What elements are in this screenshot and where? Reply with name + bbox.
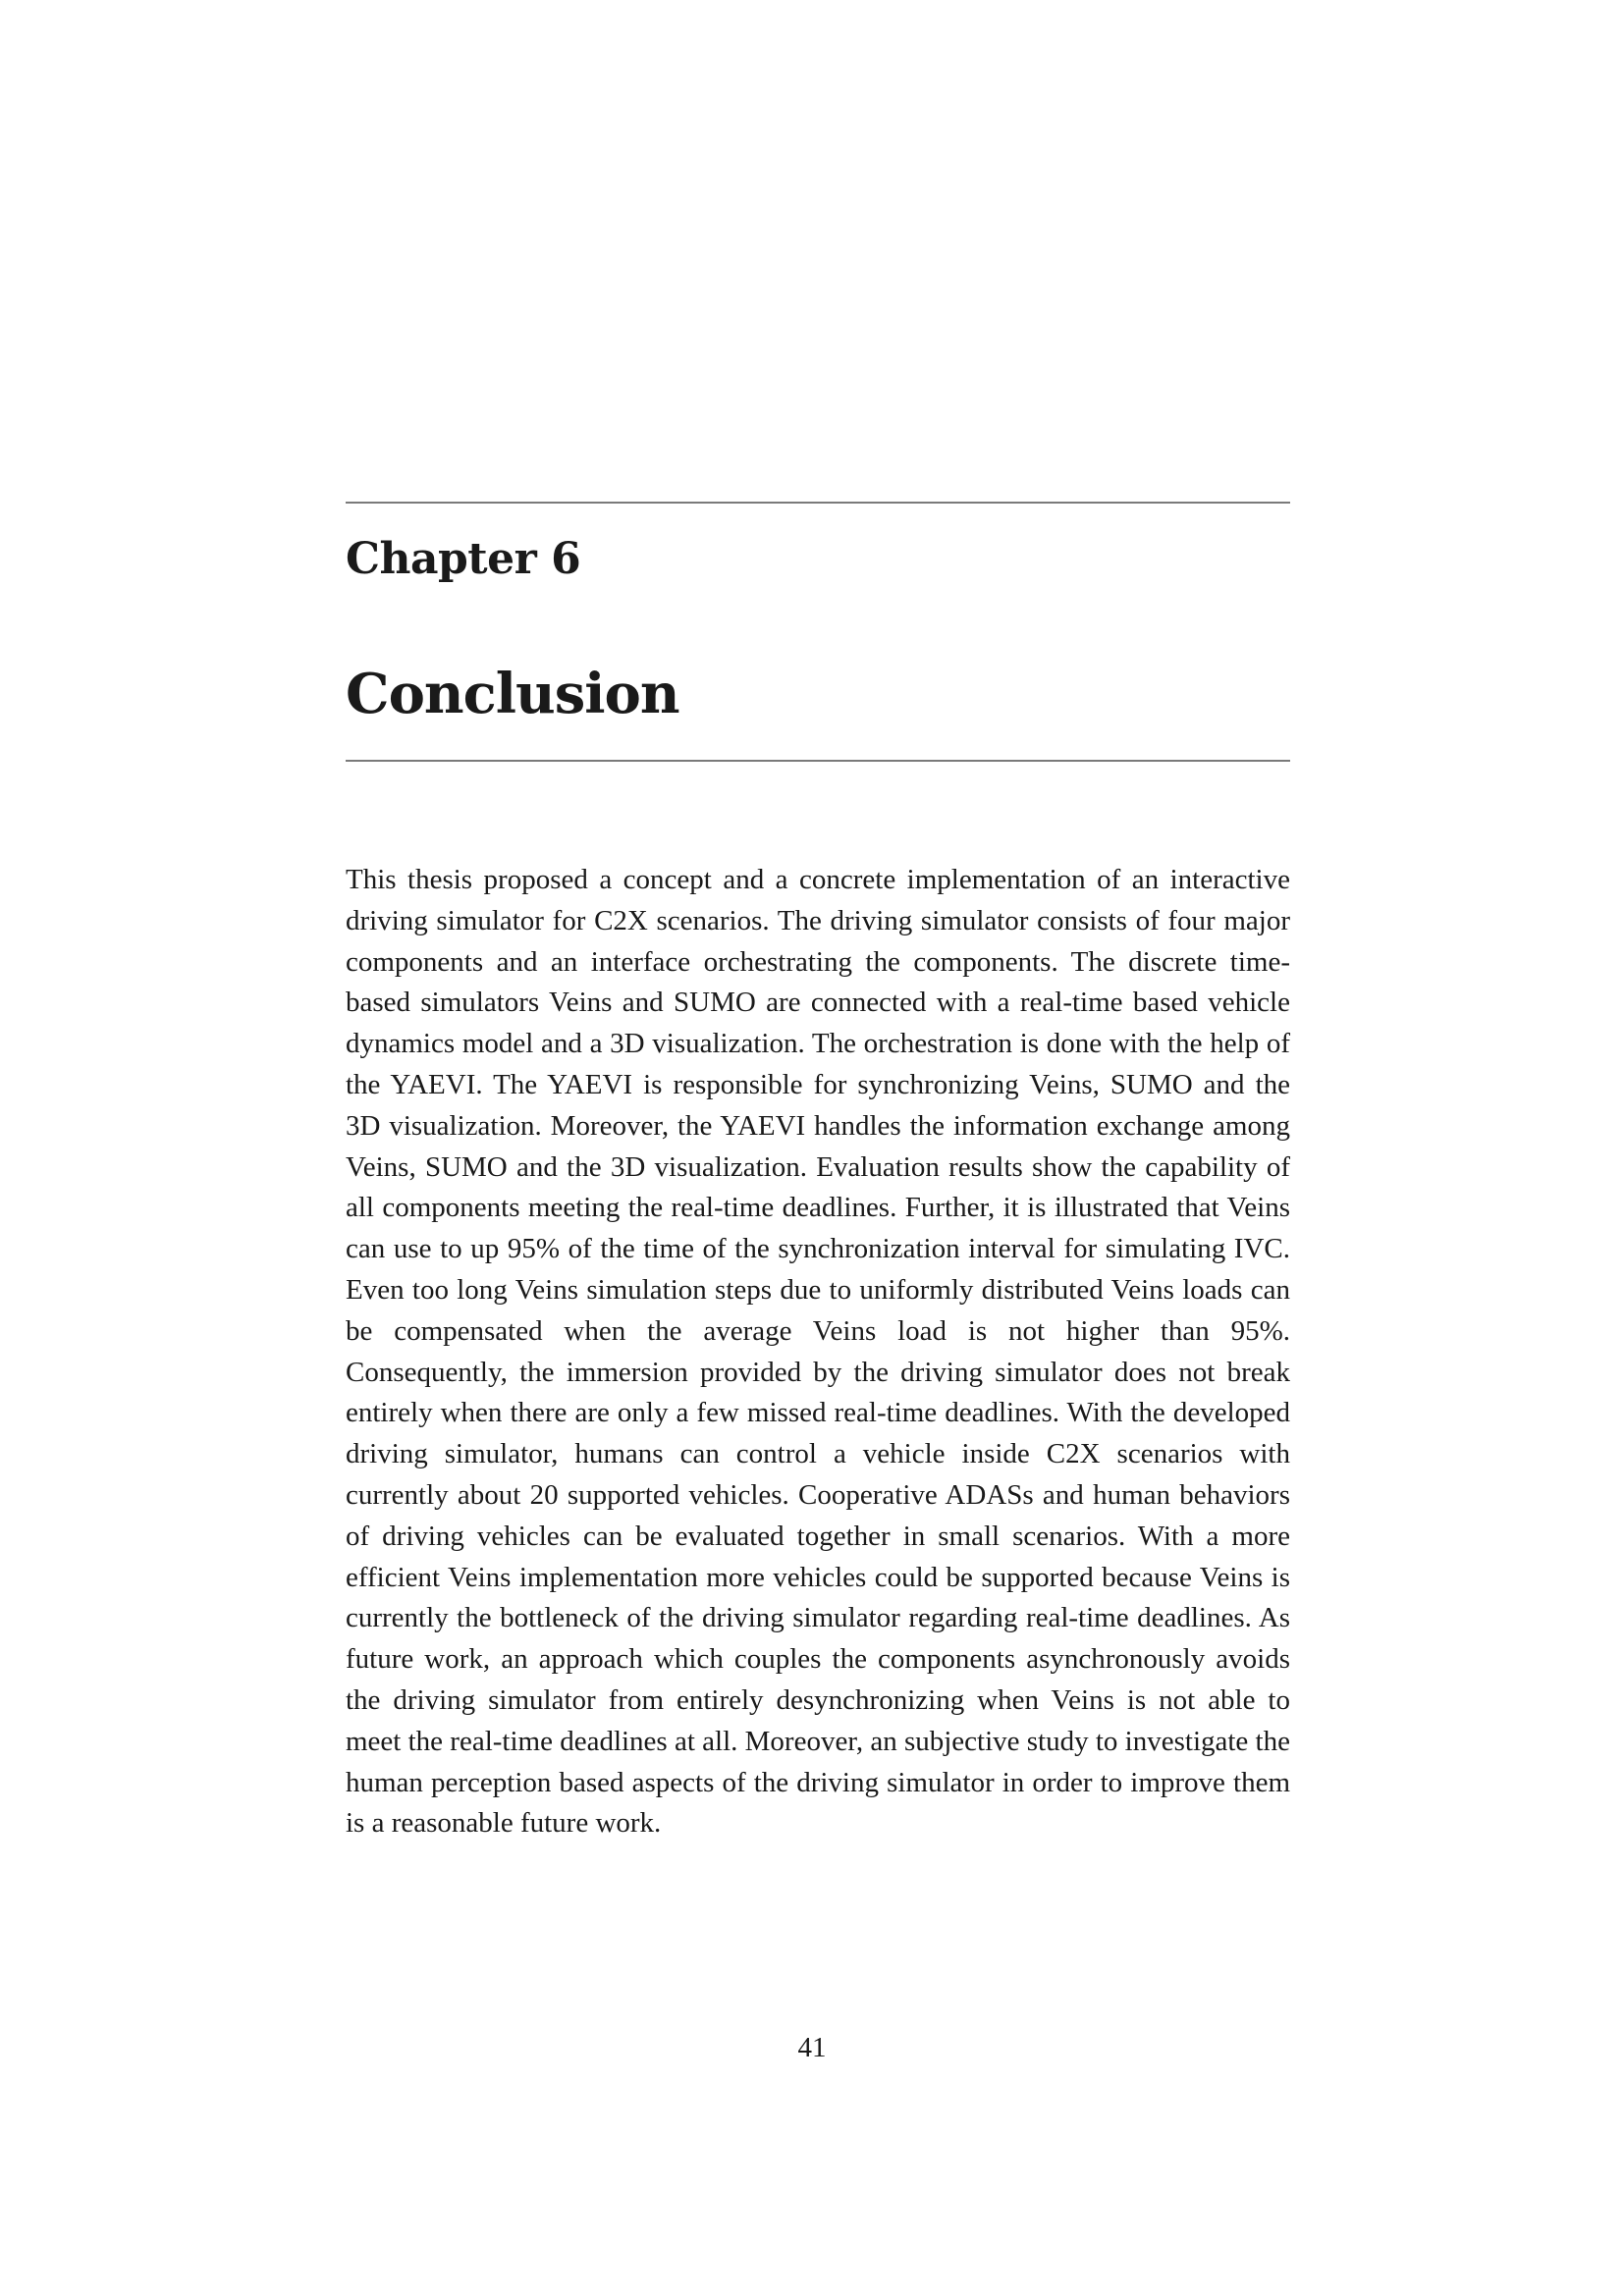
chapter-rule-bottom bbox=[346, 760, 1290, 762]
conclusion-paragraph: This thesis proposed a concept and a concrete implementation of an interactive driving simulator for C2X scenarios. The driving simulator consists of four major components and an interface orchestrating the components. The discrete time-based simulators Veins and SUMO are connected with a real-time based vehicle dynamics model and a 3D visualization. The orchestration is done with the help of the YAEVI. The YAEVI is responsible for synchronizing Veins, SUMO and the 3D visualization. Moreover, the YAEVI handles the information exchange among Veins, SUMO and the 3D visualization. Evaluation results show the capability of all components meeting the real-time deadlines. Further, it is illustrated that Veins can use to up 95% of the time of the synchronization interval for simulating IVC. Even too long Veins simulation steps due to uniformly distributed Veins loads can be compensated when the average Veins load is not higher than 95%. Consequently, the immersion provided by the driving simulator does not break entirely when there are only a few missed real-time deadlines. With the developed driving simulator, humans can control a vehicle inside C2X scenarios with currently about 20 supported vehicles. Cooperative ADASs and human behaviors of driving vehicles can be evaluated together in small scenarios. With a more efficient Veins implementation more vehicles could be supported because Veins is currently the bottleneck of the driving simulator regarding real-time deadlines. As future work, an approach which couples the components asynchronously avoids the driving simulator from entirely desynchronizing when Veins is not able to meet the real-time deadlines at all. Moreover, an subjective study to investigate the human perception based aspects of the driving simulator in order to improve them is a reasonable future work. bbox=[346, 864, 1290, 1840]
chapter-title: Conclusion bbox=[346, 662, 679, 726]
chapter-rule-top bbox=[346, 502, 1290, 504]
chapter-label: Chapter 6 bbox=[346, 534, 581, 584]
page-number: 41 bbox=[797, 2032, 827, 2063]
